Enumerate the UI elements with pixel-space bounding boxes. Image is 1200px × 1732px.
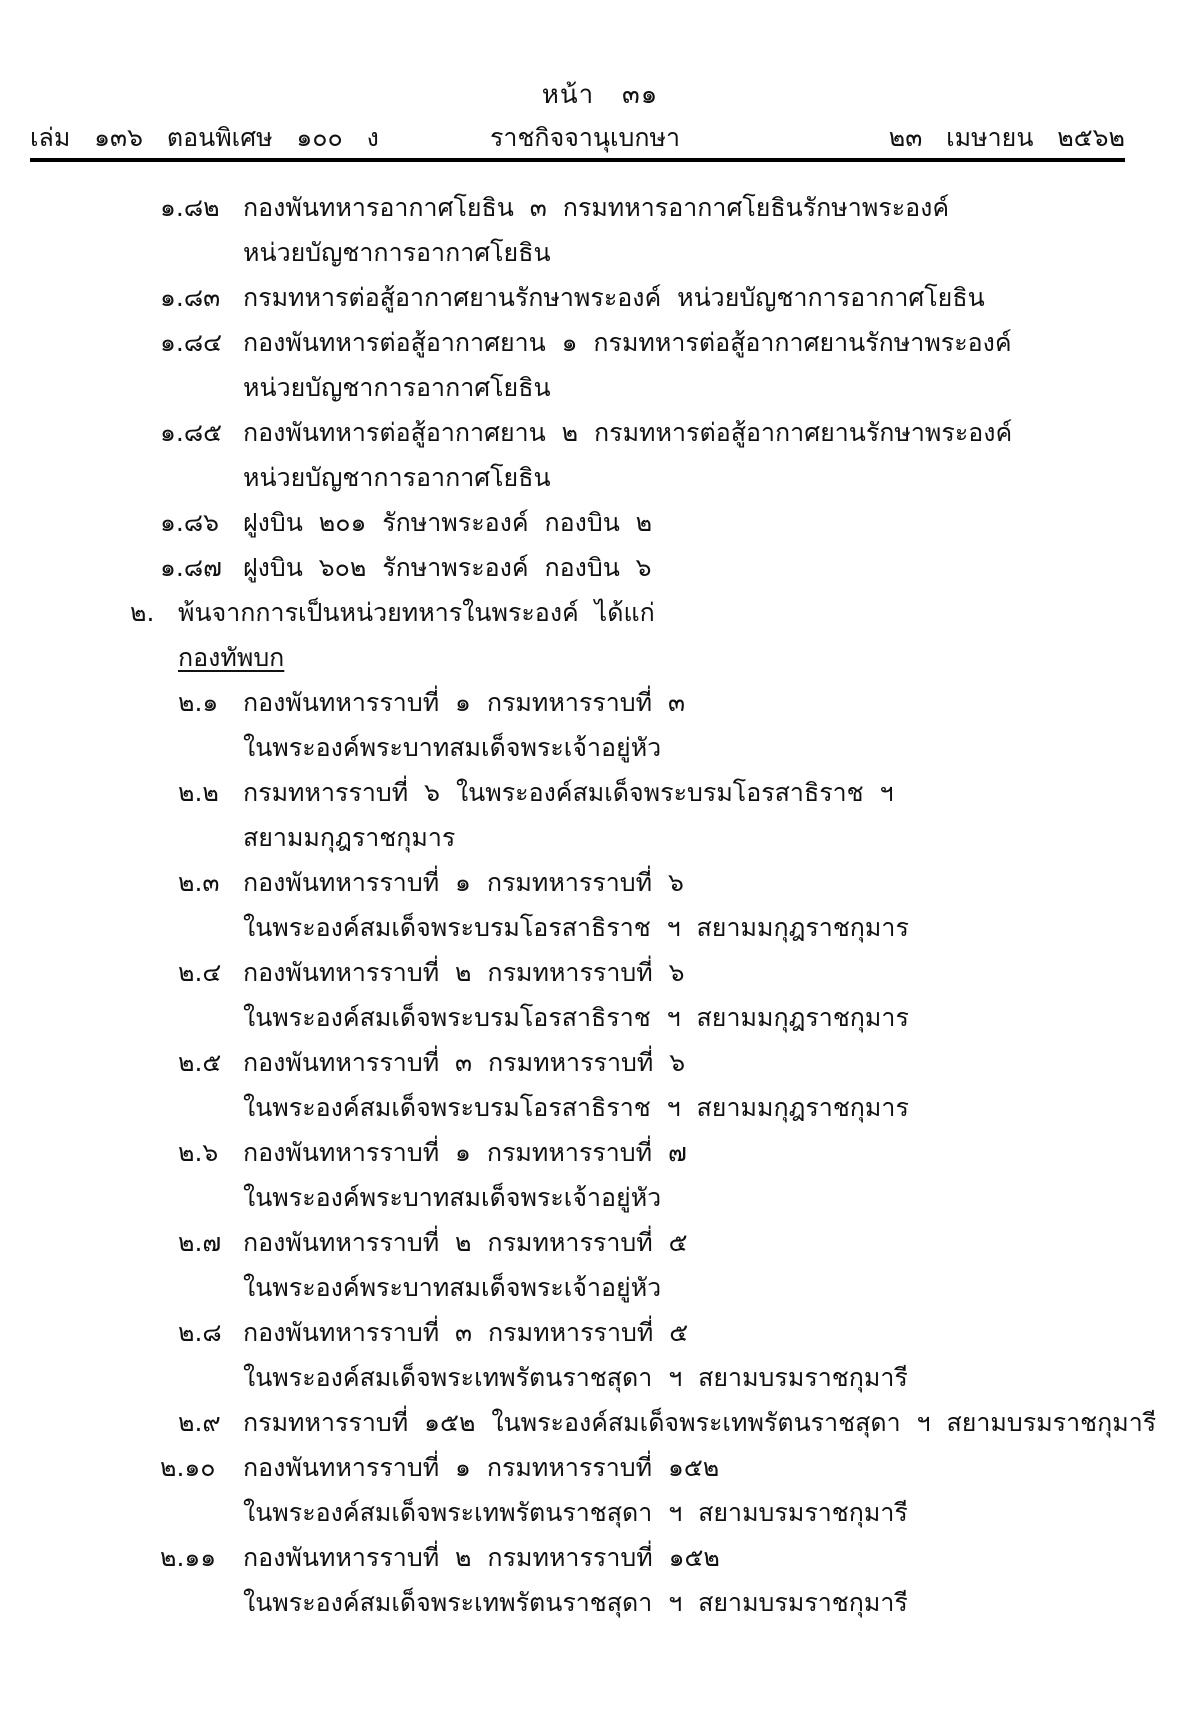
page-number: หน้า ๓๑	[541, 80, 659, 110]
list-item-text: ในพระองค์สมเด็จพระเทพรัตนราชสุดา ฯ สยามบรมราชกุมารี	[243, 1498, 908, 1527]
list-item-text: กองพันทหารราบที่ ๒ กรมทหารราบที่ ๕	[243, 1228, 688, 1257]
list-item-number: ๑.๘๔	[160, 328, 223, 357]
list-item-text: กองพันทหารราบที่ ๓ กรมทหารราบที่ ๖	[243, 1048, 686, 1077]
list-item-text: ในพระองค์พระบาทสมเด็จพระเจ้าอยู่หัว	[243, 1183, 662, 1212]
volume-issue: เล่ม ๑๓๖ ตอนพิเศษ ๑๐๐ ง	[30, 123, 379, 152]
list-item-text: ฝูงบิน ๖๐๒ รักษาพระองค์ กองบิน ๖	[243, 553, 652, 582]
list-item-text: กองพันทหารราบที่ ๑ กรมทหารราบที่ ๖	[243, 868, 684, 897]
list-item-text: กองพันทหารต่อสู้อากาศยาน ๒ กรมทหารต่อสู้อากาศยานรักษาพระองค์	[243, 418, 1013, 447]
list-item-text: ในพระองค์สมเด็จพระบรมโอรสาธิราช ฯ สยามมกุฎราชกุมาร	[243, 1093, 909, 1122]
list-item-text: ในพระองค์พระบาทสมเด็จพระเจ้าอยู่หัว	[243, 733, 662, 762]
list-item-text: กองพันทหารราบที่ ๒ กรมทหารราบที่ ๑๕๒	[243, 1543, 720, 1572]
list-item-text: หน่วยบัญชาการอากาศโยธิน	[243, 373, 551, 402]
list-item-text: ในพระองค์สมเด็จพระเทพรัตนราชสุดา ฯ สยามบรมราชกุมารี	[243, 1363, 908, 1392]
list-item-number: ๒.๔	[178, 958, 222, 987]
header-divider	[30, 158, 1125, 162]
publication-date: ๒๓ เมษายน ๒๕๖๒	[888, 123, 1125, 152]
list-item-text: ในพระองค์สมเด็จพระเทพรัตนราชสุดา ฯ สยามบรมราชกุมารี	[243, 1588, 908, 1617]
list-item-number: ๒.๑๑	[160, 1543, 217, 1572]
list-item-text: ในพระองค์สมเด็จพระบรมโอรสาธิราช ฯ สยามมกุฎราชกุมาร	[243, 913, 909, 942]
list-item-number: ๒.๗	[178, 1228, 222, 1257]
list-item-text: กรมทหารต่อสู้อากาศยานรักษาพระองค์ หน่วยบัญชาการอากาศโยธิน	[243, 283, 985, 312]
list-item-number: ๑.๘๗	[160, 553, 222, 582]
list-item-text: หน่วยบัญชาการอากาศโยธิน	[243, 238, 551, 267]
list-item-number: ๒.๒	[178, 778, 219, 807]
list-item-number: ๒.๘	[178, 1318, 222, 1347]
section-heading: พ้นจากการเป็นหน่วยทหารในพระองค์ ได้แก่	[178, 598, 655, 627]
section-subheading: กองทัพบก	[178, 643, 285, 672]
list-item-number: ๒.๑	[178, 688, 219, 717]
list-item-number: ๒.๓	[178, 868, 220, 897]
list-item-text: กองพันทหารอากาศโยธิน ๓ กรมทหารอากาศโยธินรักษาพระองค์	[243, 193, 950, 222]
list-item-text: หน่วยบัญชาการอากาศโยธิน	[243, 463, 551, 492]
list-item-number: ๑.๘๖	[160, 508, 219, 537]
publication-title: ราชกิจจานุเบกษา	[490, 123, 681, 152]
list-item-text: ในพระองค์พระบาทสมเด็จพระเจ้าอยู่หัว	[243, 1273, 662, 1302]
list-item-text: กองพันทหารราบที่ ๑ กรมทหารราบที่ ๑๕๒	[243, 1453, 720, 1482]
list-item-text: กองพันทหารต่อสู้อากาศยาน ๑ กรมทหารต่อสู้อากาศยานรักษาพระองค์	[243, 328, 1012, 357]
list-item-text: กองพันทหารราบที่ ๑ กรมทหารราบที่ ๗	[243, 1138, 687, 1167]
list-item-number: ๒.๙	[178, 1408, 221, 1437]
list-item-text: กรมทหารราบที่ ๑๕๒ ในพระองค์สมเด็จพระเทพรัตนราชสุดา ฯ สยามบรมราชกุมารี	[243, 1408, 1157, 1437]
running-header	[30, 118, 1125, 154]
section-number: ๒.	[130, 598, 155, 627]
list-item-text: กรมทหารราบที่ ๖ ในพระองค์สมเด็จพระบรมโอรสาธิราช ฯ	[243, 778, 894, 807]
list-item-number: ๒.๖	[178, 1138, 219, 1167]
list-item-text: ในพระองค์สมเด็จพระบรมโอรสาธิราช ฯ สยามมกุฎราชกุมาร	[243, 1003, 909, 1032]
list-item-number: ๑.๘๕	[160, 418, 223, 447]
list-item-number: ๑.๘๓	[160, 283, 221, 312]
list-item-text: ฝูงบิน ๒๐๑ รักษาพระองค์ กองบิน ๒	[243, 508, 653, 537]
list-item-text: สยามมกุฎราชกุมาร	[243, 823, 456, 852]
list-item-text: กองพันทหารราบที่ ๒ กรมทหารราบที่ ๖	[243, 958, 685, 987]
list-item-number: ๑.๘๒	[160, 193, 220, 222]
list-item-number: ๒.๕	[178, 1048, 222, 1077]
list-item-number: ๒.๑๐	[160, 1453, 216, 1482]
list-item-text: กองพันทหารราบที่ ๑ กรมทหารราบที่ ๓	[243, 688, 686, 717]
list-item-text: กองพันทหารราบที่ ๓ กรมทหารราบที่ ๕	[243, 1318, 689, 1347]
